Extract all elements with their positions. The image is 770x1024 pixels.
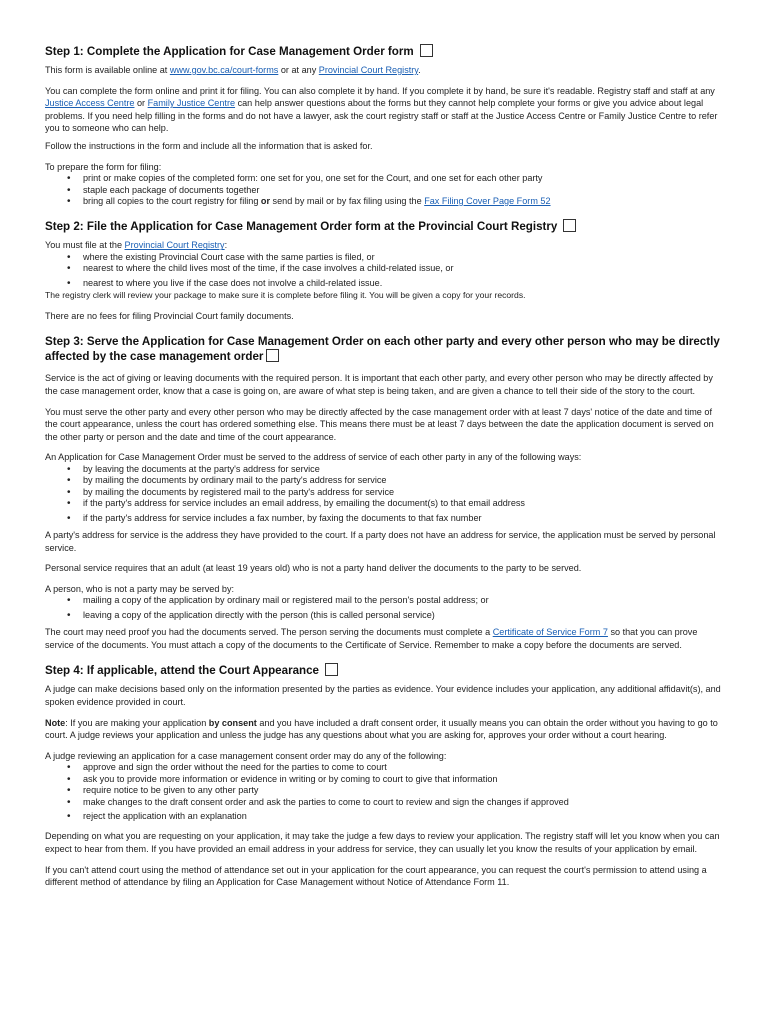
- step3-service-ways-list: [45, 464, 725, 524]
- step1-title: Step 1: Complete the Application for Case Management Order form: [45, 45, 414, 58]
- step4-consent-note: Note: If you are making your application by consent and you have included a draft consent order, it usually means you can obtain the order without you having to go to court. A judge reviews your application and unless the judge has any questions about what you are asking for, approves your order without a court hearing.: [45, 717, 718, 741]
- list-item: • by leaving the documents at the party's address for service: [45, 464, 725, 475]
- list-item: • staple each package of documents together: [45, 185, 725, 196]
- provincial-court-registry-link[interactable]: Provincial Court Registry: [124, 240, 225, 251]
- step1-completion-text: You can complete the form online and print it for filing. You can also complete it by hand. If you complete it by hand, be sure it's readable. Registry staff and staff at any Justice Access Centre or Family Justice Centre can help answer questions about the forms but they cannot help complete your forms or give you advice about legal problems. If you need help filling in the forms and do not have a lawyer, ask the court registry staff or staff at the Justice Access Centre or Family Justice Centre to refer you to someone who can help.: [45, 85, 718, 134]
- step4-review-intro: A judge reviewing an application for a case management consent order may do any of the following:: [45, 750, 447, 761]
- step2-title: Step 2: File the Application for Case Management Order form at the Provincial Court Registry: [45, 220, 558, 234]
- step1-heading: [45, 44, 725, 59]
- step4-judge-options-list: [45, 762, 725, 822]
- step3-ways-intro: An Application for Case Management Order must be served to the address of service of each other party in any of the following ways:: [45, 452, 582, 463]
- step1-prepare-list: [45, 173, 725, 207]
- list-item: • ask you to provide more information or evidence in writing or by coming to court to give that information: [45, 774, 725, 785]
- step2-fees-text: There are no fees for filing Provincial Court family documents.: [45, 310, 294, 321]
- step3-non-party-list: [45, 595, 725, 621]
- list-item: • if the party's address for service includes a fax number, by faxing the documents to that fax number: [45, 513, 725, 524]
- list-item: • reject the application with an explanation: [45, 811, 725, 822]
- step3-address-for-service: A party's address for service is the address they have provided to the court. If a party does not have an address for service, the application must be served by personal service.: [45, 529, 716, 553]
- step2-review-text: The registry clerk will review your package to make sure it is complete before filing it. You will be given a copy for your records.: [45, 290, 526, 301]
- step1-follow-instructions: Follow the instructions in the form and include all the information that is asked for.: [45, 140, 373, 151]
- fax-filing-cover-page-link[interactable]: Fax Filing Cover Page Form 52: [424, 195, 551, 206]
- list-item: • approve and sign the order without the need for the parties to come to court: [45, 762, 725, 773]
- step1-prepare-intro: To prepare the form for filing:: [45, 161, 162, 172]
- list-item: • require notice to be given to any other party: [45, 785, 725, 796]
- list-item: • by mailing the documents by ordinary mail to the party's address for service: [45, 475, 725, 486]
- step2-file-intro: You must file at the Provincial Court Registry:: [45, 240, 228, 251]
- provincial-court-registry-link[interactable]: Provincial Court Registry: [318, 65, 419, 75]
- justice-access-centre-link[interactable]: Justice Access Centre: [45, 98, 135, 109]
- list-item: • by mailing the documents by registered mail to the party's address for service: [45, 487, 725, 498]
- step4-checkbox[interactable]: [325, 663, 338, 676]
- list-item: • bring all copies to the court registry for filing or send by mail or by fax filing using the Fax Filing Cover Page Form 52: [45, 196, 725, 207]
- step3-title-line1: Step 3: Serve the Application for Case Management Order on each other party and every other person who may be directly: [45, 335, 720, 349]
- list-item: • print or make copies of the completed form: one set for you, one set for the Court, and one set for each other party: [45, 173, 725, 184]
- step4-title: Step 4: If applicable, attend the Court Appearance: [45, 664, 320, 678]
- step1-availability-text: This form is available online at www.gov.bc.ca/court-forms or at any Provincial Court Registry.: [45, 65, 421, 75]
- step3-service-definition: Service is the act of giving or leaving documents with the required person. It is important that each other party, and every other person who may be directly affected by the case management order, know that a case is going on, are aware of what step is being taken, and are given a chance to tell their side of the story to the court.: [45, 373, 713, 396]
- step3-notice-text: You must serve the other party and every other person who may be directly affected by the case management order with at least 7 days' notice of the date and time of the court appearance, unless the court has ordered something else. This means there must be at least 7 days between the date the application document is served on the other party or person and the date and time of the court appearance.: [45, 406, 714, 442]
- step4-judge-decisions: A judge can make decisions based only on the information presented by the parties as evidence. Your evidence includes your application, any additional affidavit(s), and spoken evidence provided in court.: [45, 684, 721, 707]
- step3-non-party-intro: A person, who is not a party may be served by:: [45, 583, 235, 594]
- list-item: • leaving a copy of the application directly with the person (this is called personal service): [45, 610, 725, 621]
- instructions-page: [45, 44, 725, 889]
- step3-personal-service: Personal service requires that an adult (at least 19 years old) who is not a party hand deliver the documents to the party to be served.: [45, 563, 582, 574]
- step2-heading: [45, 219, 725, 234]
- certificate-of-service-link[interactable]: Certificate of Service Form 7: [492, 627, 608, 638]
- court-forms-link[interactable]: www.gov.bc.ca/court-forms: [169, 65, 279, 75]
- step2-registry-list: [45, 252, 725, 289]
- step3-title-line2: affected by the case management order: [45, 350, 264, 364]
- step3-heading: [45, 334, 725, 364]
- list-item: • nearest to where you live if the case does not involve a child-related issue.: [45, 278, 725, 289]
- step3-checkbox[interactable]: [266, 349, 279, 362]
- step4-attendance-method-text: If you can't attend court using the method of attendance set out in your application for the court appearance, you can request the court's permission to attend using a different method of attendance by filing an Application for Case Management without Notice of Attendance Form 11.: [45, 864, 707, 888]
- step3-proof-of-service: The court may need proof you had the documents served. The person serving the documents must complete a Certificate of Service Form 7 so that you can prove service of the documents. You must attach a copy of the documents to the Certificate of Service. Remember to make a copy before the documents are served.: [45, 627, 698, 650]
- step4-heading: [45, 663, 725, 678]
- list-item: • make changes to the draft consent order and ask the parties to come to court to review and sign the changes if approved: [45, 797, 725, 808]
- step1-checkbox[interactable]: [420, 44, 433, 57]
- family-justice-centre-link[interactable]: Family Justice Centre: [147, 98, 236, 109]
- step4-timing-text: Depending on what you are requesting on your application, it may take the judge a few days to review your application. The registry staff will let you know when you can expect to hear from them. If you have provided an email address in your address for service, they can usually let you know the results of your application by email.: [45, 831, 720, 854]
- list-item: • nearest to where the child lives most of the time, if the case involves a child-related issue, or: [45, 263, 725, 274]
- list-item: • where the existing Provincial Court case with the same parties is filed, or: [45, 252, 725, 263]
- step2-checkbox[interactable]: [563, 219, 576, 232]
- list-item: • if the party's address for service includes an email address, by emailing the document(s) to that email address: [45, 498, 725, 509]
- list-item: • mailing a copy of the application by ordinary mail or registered mail to the person's postal address; or: [45, 595, 725, 606]
